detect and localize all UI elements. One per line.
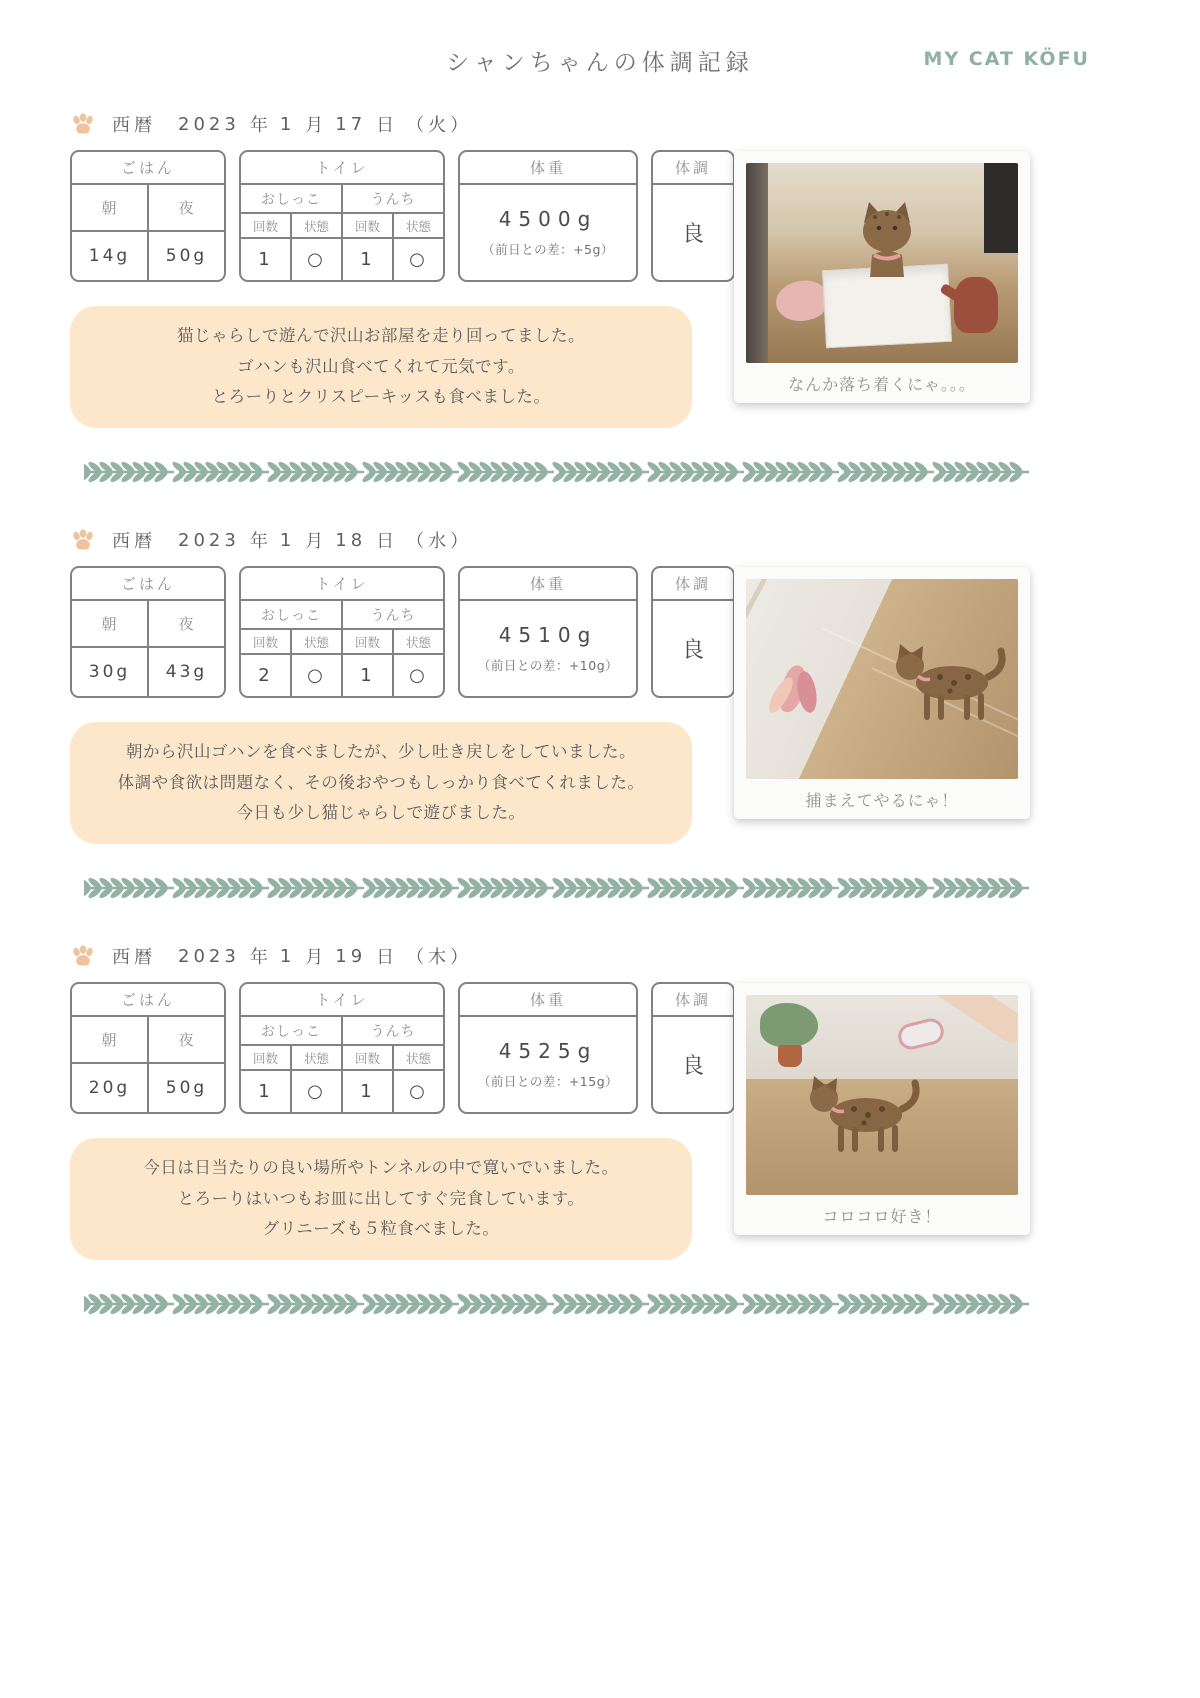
note-line: 猫じゃらしで遊んで沢山お部屋を走り回ってました。 (177, 326, 585, 345)
day-unit: 日 (376, 115, 395, 136)
date-day: 18 (335, 529, 367, 551)
food-subheader-row (72, 1017, 224, 1062)
food-value-row (72, 230, 224, 280)
pee-label: おしっこ (261, 1023, 321, 1040)
food-table (70, 150, 226, 282)
photo-card (734, 567, 1030, 819)
food-morning-value: 30g (88, 662, 131, 682)
weight-value: 4525g (498, 1039, 598, 1063)
toilet-label-row (241, 212, 443, 237)
toilet-table (239, 150, 445, 282)
night-label: 夜 (147, 1017, 224, 1062)
weight-table (458, 566, 638, 698)
record-tables (70, 150, 1200, 282)
note-box (70, 306, 692, 428)
note-line: グリニーズも５粒食べました。 (262, 1219, 500, 1239)
poop-state-value: ○ (392, 239, 443, 280)
date-month: 1 (279, 945, 296, 967)
weight-value: 4500g (498, 207, 598, 231)
toilet-table-header: トイレ (241, 568, 443, 601)
date-row (70, 111, 1200, 137)
day-unit: 日 (376, 531, 395, 552)
pee-count-label: 回数 (252, 1050, 278, 1066)
year-unit: 年 (249, 531, 268, 552)
weight-diff: （前日との差：+15g） (477, 1074, 619, 1089)
food-value-row (72, 646, 224, 696)
leaf-divider (84, 871, 1034, 905)
weight-table-header: 体重 (460, 152, 636, 185)
pee-count-value: 1 (258, 1081, 273, 1102)
condition-table (651, 150, 735, 282)
cat-illustration (794, 1073, 924, 1158)
toilet-table-header: トイレ (241, 984, 443, 1017)
weight-diff: （前日との差：+5g） (482, 242, 614, 257)
toilet-value-row (241, 237, 443, 280)
condition-value: 良 (681, 638, 704, 663)
watering-can-body (954, 277, 998, 333)
paw-icon (70, 528, 96, 552)
food-table-header: ごはん (72, 152, 224, 185)
poop-count-label: 回数 (341, 1046, 392, 1069)
photo-shadow-edge (746, 163, 768, 363)
note-line: 朝から沢山ゴハンを食べましたが、少し吐き戻しをしていました。 (126, 742, 636, 761)
cat-illustration (842, 197, 932, 277)
food-table-header: ごはん (72, 568, 224, 601)
note-line: 今日も少し猫じゃらしで遊びました。 (236, 803, 526, 823)
toilet-value-row (241, 653, 443, 696)
pee-state-label: 状態 (290, 1046, 341, 1069)
condition-value: 良 (681, 222, 704, 247)
plant-shape (760, 1003, 820, 1069)
toilet-value-row (241, 1069, 443, 1112)
note-line: とろーりはいつもお皿に出してすぐ完食しています。 (177, 1188, 585, 1208)
date-era-label: 西暦 (112, 531, 156, 552)
condition-table-header: 体調 (653, 568, 733, 601)
pee-count-value: 2 (258, 665, 273, 686)
condition-table-header: 体調 (653, 152, 733, 185)
date-weekday: （火） (406, 115, 473, 136)
food-morning-value: 14g (88, 246, 131, 266)
food-subheader-row (72, 601, 224, 646)
pee-count-value: 1 (258, 249, 273, 270)
toy-stick-shape (746, 579, 773, 683)
pee-state-value: ○ (290, 239, 341, 280)
food-value-row (72, 1062, 224, 1112)
note-line: 体調や食欲は問題なく、その後おやつもしっかり食べてくれました。 (117, 772, 645, 792)
poop-state-label: 状態 (392, 214, 443, 237)
toilet-label-row (241, 1044, 443, 1069)
date-row (70, 943, 1200, 969)
date-year: 2023 (178, 113, 240, 135)
condition-table (651, 982, 735, 1114)
plant-pot (778, 1045, 802, 1067)
weight-body (460, 185, 636, 280)
paw-icon (70, 112, 96, 136)
food-table (70, 566, 226, 698)
date-year: 2023 (178, 529, 240, 551)
note-line: とろーりとクリスピーキッスも食べました。 (211, 387, 551, 407)
toilet-table (239, 566, 445, 698)
lint-roller-shape (896, 1016, 947, 1052)
day-section-jan18 (0, 527, 1200, 845)
food-morning-value: 20g (88, 1078, 131, 1098)
date-weekday: （水） (406, 531, 473, 552)
poop-count-label: 回数 (341, 630, 392, 653)
poop-count-value: 1 (341, 655, 392, 696)
pee-state-label: 状態 (290, 214, 341, 237)
night-label: 夜 (147, 601, 224, 646)
weight-table-header: 体重 (460, 984, 636, 1017)
pee-state-value: ○ (290, 1071, 341, 1112)
pee-label: おしっこ (261, 191, 321, 208)
poop-state-label: 状態 (392, 1046, 443, 1069)
note-box (70, 722, 692, 844)
photo-cat-in-box (746, 163, 1018, 363)
poop-count-label: 回数 (341, 214, 392, 237)
pee-count-label: 回数 (252, 218, 278, 234)
night-label: 夜 (147, 185, 224, 230)
photo-cat-lint-roller (746, 995, 1018, 1195)
toilet-group-row (241, 601, 443, 628)
plant-leaves (760, 1003, 818, 1047)
toilet-label-row (241, 628, 443, 653)
record-tables (70, 982, 1200, 1114)
weight-diff: （前日との差：+10g） (477, 658, 619, 673)
note-line: ゴハンも沢山食べてくれて元気です。 (237, 356, 525, 376)
cat-illustration (880, 641, 1010, 726)
date-year: 2023 (178, 945, 240, 967)
toilet-group-row (241, 185, 443, 212)
food-night-value: 43g (147, 648, 224, 696)
food-night-value: 50g (147, 1064, 224, 1112)
day-section-jan19 (0, 943, 1200, 1261)
toilet-group-row (241, 1017, 443, 1044)
leaf-divider (84, 455, 1034, 489)
leaf-divider (84, 1287, 1034, 1321)
photo-card (734, 983, 1030, 1235)
page-title: シャンちゃんの体調記録 (446, 50, 754, 76)
morning-label: 朝 (101, 199, 118, 217)
feather-toy-shape (794, 670, 819, 714)
poop-label: うんち (341, 185, 443, 212)
year-unit: 年 (249, 115, 268, 136)
food-subheader-row (72, 185, 224, 230)
poop-state-value: ○ (392, 655, 443, 696)
record-tables (70, 566, 1200, 698)
date-day: 17 (335, 113, 367, 135)
year-unit: 年 (249, 947, 268, 968)
food-table (70, 982, 226, 1114)
weight-body (460, 1017, 636, 1112)
pee-label: おしっこ (261, 607, 321, 624)
date-month: 1 (279, 529, 296, 551)
poop-label: うんち (341, 601, 443, 628)
poop-count-value: 1 (341, 1071, 392, 1112)
date-era-label: 西暦 (112, 115, 156, 136)
pee-state-value: ○ (290, 655, 341, 696)
condition-table-header: 体調 (653, 984, 733, 1017)
watering-can-shape (940, 259, 1004, 333)
brand-logo: MY CAT KÖFU (923, 48, 1090, 70)
day-section-jan17 (0, 111, 1200, 429)
condition-table (651, 566, 735, 698)
poop-state-label: 状態 (392, 630, 443, 653)
month-unit: 月 (305, 115, 324, 136)
toilet-table-header: トイレ (241, 152, 443, 185)
pee-count-label: 回数 (252, 634, 278, 650)
weight-body (460, 601, 636, 696)
poop-count-value: 1 (341, 239, 392, 280)
paw-icon (70, 944, 96, 968)
food-night-value: 50g (147, 232, 224, 280)
page-header (0, 0, 1200, 77)
note-box (70, 1138, 692, 1260)
pee-state-label: 状態 (290, 630, 341, 653)
photo-dark-corner (984, 163, 1018, 253)
morning-label: 朝 (101, 1031, 118, 1049)
morning-label: 朝 (101, 615, 118, 633)
date-day: 19 (335, 945, 367, 967)
weight-value: 4510g (498, 623, 598, 647)
photo-caption: 捕まえてやるにゃ！ (805, 790, 959, 810)
day-unit: 日 (376, 947, 395, 968)
poop-state-value: ○ (392, 1071, 443, 1112)
poop-label: うんち (341, 1017, 443, 1044)
month-unit: 月 (305, 947, 324, 968)
month-unit: 月 (305, 531, 324, 552)
date-row (70, 527, 1200, 553)
photo-caption: コロコロ好き！ (822, 1206, 942, 1226)
date-month: 1 (279, 113, 296, 135)
date-weekday: （木） (406, 947, 473, 968)
weight-table-header: 体重 (460, 568, 636, 601)
date-era-label: 西暦 (112, 947, 156, 968)
photo-caption: なんか落ち着くにゃ。。。 (788, 374, 976, 394)
weight-table (458, 150, 638, 282)
weight-table (458, 982, 638, 1114)
food-table-header: ごはん (72, 984, 224, 1017)
toilet-table (239, 982, 445, 1114)
photo-cat-feather-toy (746, 579, 1018, 779)
note-line: 今日は日当たりの良い場所やトンネルの中で寛いでいました。 (143, 1158, 619, 1177)
photo-card (734, 151, 1030, 403)
condition-value: 良 (681, 1054, 704, 1079)
